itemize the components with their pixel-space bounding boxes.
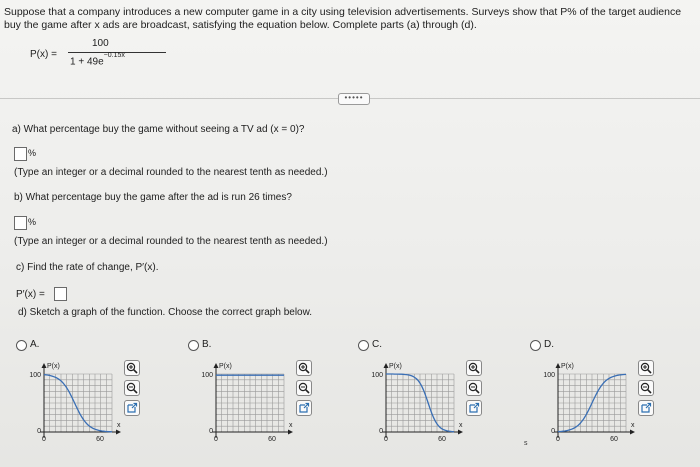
option-d[interactable] (528, 338, 678, 453)
option-a-graph (20, 356, 130, 451)
y-tick-zero: 0 (37, 428, 41, 435)
x-axis-label: x (631, 422, 635, 429)
y-axis-label: P(x) (219, 363, 232, 370)
zoom-out-icon[interactable] (296, 380, 312, 396)
part-a-answer-input[interactable] (14, 147, 27, 161)
y-axis-arrow (214, 363, 219, 368)
part-c-question: c) Find the rate of change, P′(x). (16, 262, 159, 273)
formula-numerator: 100 (92, 38, 109, 49)
y-axis-arrow (384, 363, 389, 368)
option-a-label: A. (30, 339, 40, 350)
x-axis-arrow (630, 430, 635, 435)
part-a-hint: (Type an integer or a decimal rounded to the nearest tenth as needed.) (14, 167, 328, 178)
y-axis-label: P(x) (47, 363, 60, 370)
option-b-label: B. (202, 339, 212, 350)
option-b-radio[interactable] (188, 340, 199, 351)
part-b-hint: (Type an integer or a decimal rounded to the nearest tenth as needed.) (14, 236, 328, 247)
x-axis-arrow (458, 430, 463, 435)
x-tick-zero: 0 (556, 436, 560, 443)
page-marker: s (524, 440, 528, 447)
option-a-radio[interactable] (16, 340, 27, 351)
option-b[interactable] (186, 338, 336, 453)
option-c-radio[interactable] (358, 340, 369, 351)
formula-lhs: P(x) = (30, 49, 57, 60)
x-tick-max: 60 (610, 436, 618, 443)
x-axis-label: x (117, 422, 121, 429)
part-a-unit: % (28, 148, 37, 158)
x-tick-max: 60 (268, 436, 276, 443)
x-tick-max: 60 (438, 436, 446, 443)
y-axis-label: P(x) (561, 363, 574, 370)
y-tick-top: 100 (543, 372, 555, 379)
y-tick-top: 100 (371, 372, 383, 379)
option-b-graph (192, 356, 302, 451)
zoom-out-icon[interactable] (638, 380, 654, 396)
y-axis-label: P(x) (389, 363, 402, 370)
x-tick-zero: 0 (42, 436, 46, 443)
x-axis-arrow (288, 430, 293, 435)
x-tick-zero: 0 (384, 436, 388, 443)
x-tick-zero: 0 (214, 436, 218, 443)
x-axis-label: x (289, 422, 293, 429)
formula-denominator (70, 52, 125, 68)
popout-icon[interactable] (466, 400, 482, 416)
y-tick-top: 100 (201, 372, 213, 379)
problem-statement: Suppose that a company introduces a new computer game in a city using television advertisements. Surveys show that P% of the target audience buy the game after x ads are broadcast, satisfying the equation below. Complete parts (a) through (d). (4, 6, 682, 31)
y-axis-arrow (556, 363, 561, 368)
option-d-graph (534, 356, 644, 451)
y-tick-zero: 0 (551, 428, 555, 435)
option-d-radio[interactable] (530, 340, 541, 351)
formula-exponent: −0.15x (103, 52, 125, 59)
part-d-question: d) Sketch a graph of the function. Choose the correct graph below. (18, 307, 313, 318)
x-axis-arrow (116, 430, 121, 435)
option-c[interactable] (356, 338, 506, 453)
x-axis-label: x (459, 422, 463, 429)
zoom-in-icon[interactable] (296, 360, 312, 376)
formula-denominator-base: 1 + 49e (70, 56, 104, 68)
y-tick-top: 100 (29, 372, 41, 379)
option-a[interactable] (14, 338, 164, 453)
popout-icon[interactable] (638, 400, 654, 416)
part-b-answer-input[interactable] (14, 216, 27, 230)
zoom-in-icon[interactable] (638, 360, 654, 376)
zoom-out-icon[interactable] (466, 380, 482, 396)
option-d-label: D. (544, 339, 554, 350)
part-c-answer-input[interactable] (54, 287, 67, 301)
part-a-question: a) What percentage buy the game without seeing a TV ad (x = 0)? (12, 124, 305, 135)
y-axis-arrow (42, 363, 47, 368)
part-c-answer-label: P′(x) = (16, 289, 45, 300)
popout-icon[interactable] (124, 400, 140, 416)
y-tick-zero: 0 (379, 428, 383, 435)
zoom-in-icon[interactable] (124, 360, 140, 376)
option-c-graph (362, 356, 472, 451)
part-b-unit: % (28, 217, 37, 227)
popout-icon[interactable] (296, 400, 312, 416)
expand-more-button[interactable]: ••••• (338, 93, 370, 105)
zoom-in-icon[interactable] (466, 360, 482, 376)
y-tick-zero: 0 (209, 428, 213, 435)
option-c-label: C. (372, 339, 382, 350)
x-tick-max: 60 (96, 436, 104, 443)
zoom-out-icon[interactable] (124, 380, 140, 396)
part-b-question: b) What percentage buy the game after the ad is run 26 times? (14, 192, 292, 203)
